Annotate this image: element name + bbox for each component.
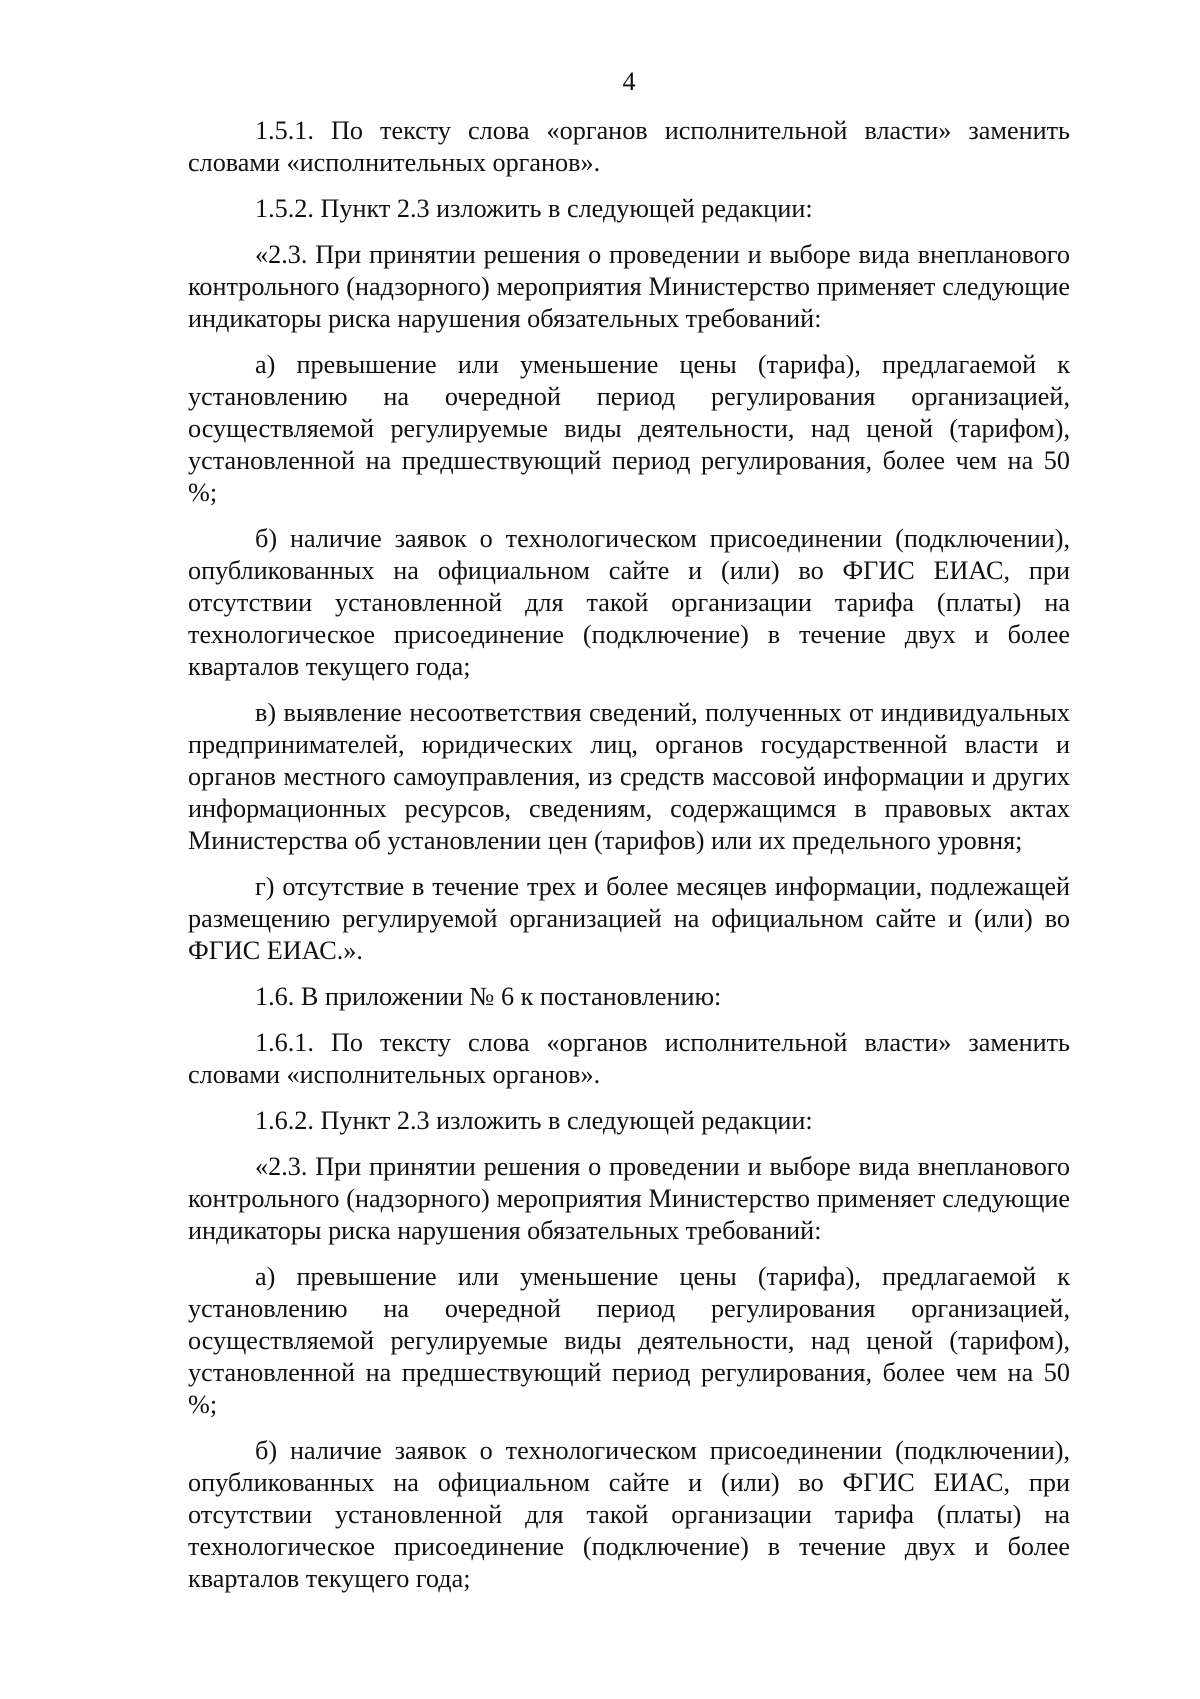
paragraph-1-5-2: 1.5.2. Пункт 2.3 изложить в следующей редакции: xyxy=(255,194,813,223)
paragraph-item-v: в) выявление несоответствия сведений, полученных от индивидуальных предпринимателей, юридических лиц, органов государственной власти и органов местного самоуправления, из средств массовой информации и других информационных ресурсов, сведениям, содержащимся в правовых актах Министерства об установлении цен (тарифов) или их предельного уровня; xyxy=(188,698,1070,855)
paragraph-item-b-first: б) наличие заявок о технологическом присоединении (подключении), опубликованных на официальном сайте и (или) во ФГИС ЕИАС, при отсутствии установленной для такой организации тарифа (платы) на технологическое присоединение (подключение) в течение двух и более кварталов текущего года; xyxy=(188,524,1070,681)
paragraph-1-6-1: 1.6.1. По тексту слова «органов исполнительной власти» заменить словами «исполнительных органов». xyxy=(188,1028,1070,1089)
paragraph-item-a-first: а) превышение или уменьшение цены (тарифа), предлагаемой к установлению на очередной период регулирования организацией, осуществляемой регулируемые виды деятельности, над ценой (тарифом), установленной на предшествующий период регулирования, более чем на 50 %; xyxy=(188,350,1070,507)
page-number: 4 xyxy=(622,67,636,96)
paragraph-item-g: г) отсутствие в течение трех и более месяцев информации, подлежащей размещению регулируемой организацией на официальном сайте и (или) во ФГИС ЕИАС.». xyxy=(188,872,1070,965)
paragraph-item-a-second: а) превышение или уменьшение цены (тарифа), предлагаемой к установлению на очередной период регулирования организацией, осуществляемой регулируемые виды деятельности, над ценой (тарифом), установленной на предшествующий период регулирования, более чем на 50 %; xyxy=(188,1262,1070,1419)
paragraph-1-6: 1.6. В приложении № 6 к постановлению: xyxy=(255,982,722,1011)
paragraph-2-3-intro-first: «2.3. При принятии решения о проведении и выборе вида внепланового контрольного (надзорного) мероприятия Министерство применяет следующие индикаторы риска нарушения обязательных требований: xyxy=(188,240,1070,333)
paragraph-1-6-2: 1.6.2. Пункт 2.3 изложить в следующей редакции: xyxy=(255,1106,813,1135)
paragraph-1-5-1: 1.5.1. По тексту слова «органов исполнительной власти» заменить словами «исполнительных органов». xyxy=(188,116,1070,177)
paragraph-2-3-intro-second: «2.3. При принятии решения о проведении и выборе вида внепланового контрольного (надзорного) мероприятия Министерство применяет следующие индикаторы риска нарушения обязательных требований: xyxy=(188,1152,1070,1245)
paragraph-item-b-second: б) наличие заявок о технологическом присоединении (подключении), опубликованных на официальном сайте и (или) во ФГИС ЕИАС, при отсутствии установленной для такой организации тарифа (платы) на технологическое присоединение (подключение) в течение двух и более кварталов текущего года; xyxy=(188,1436,1070,1593)
